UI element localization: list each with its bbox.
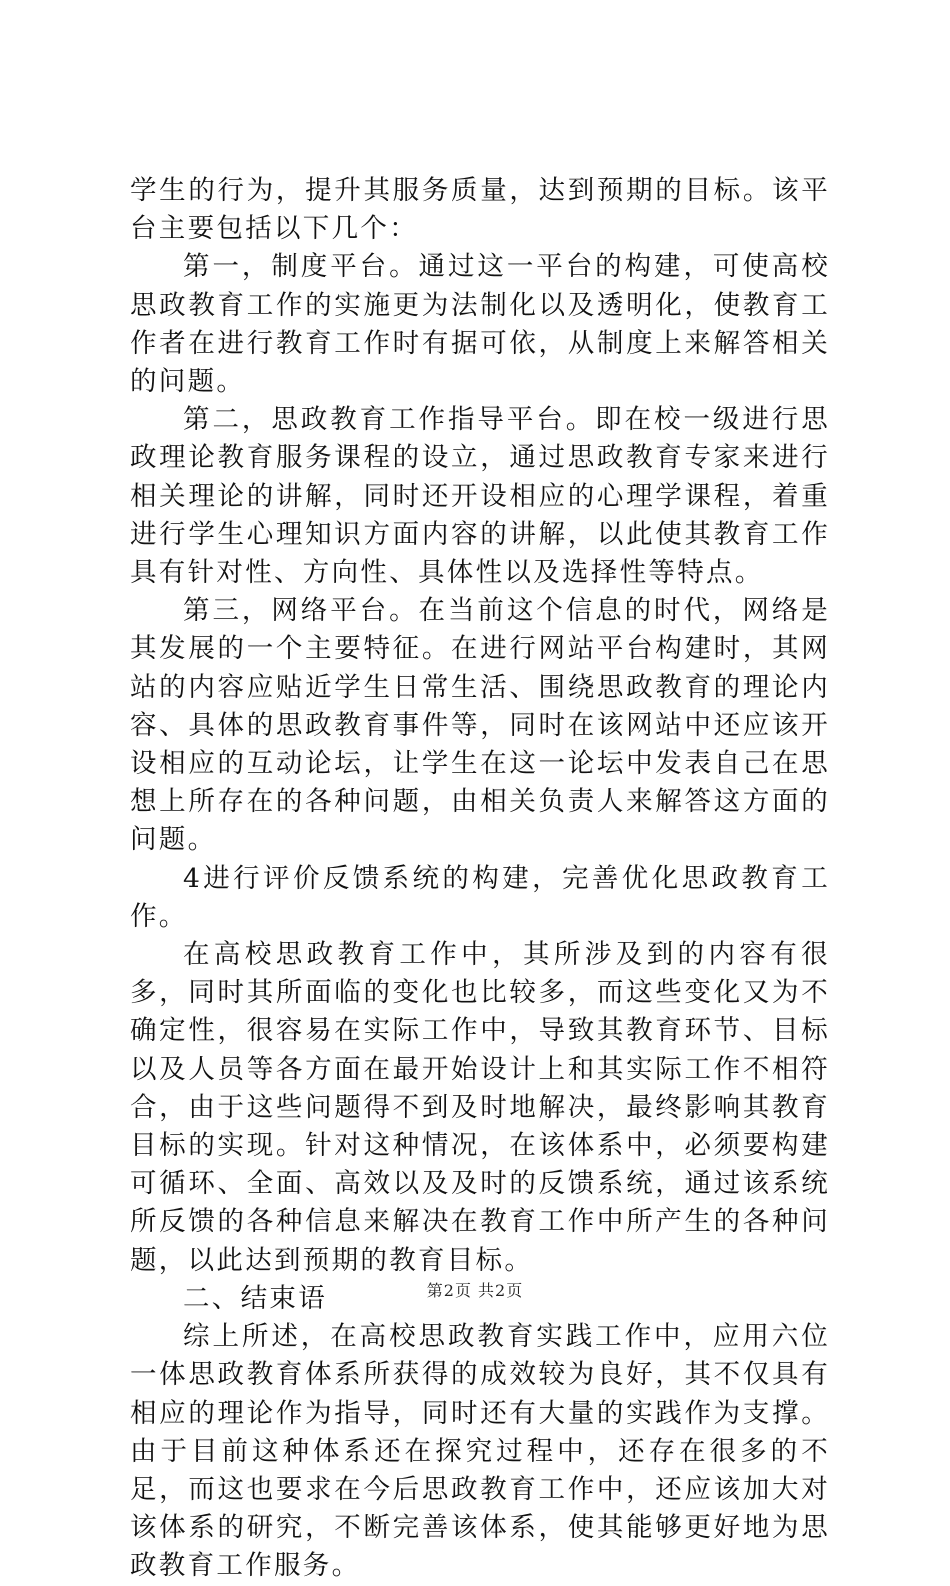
document-body: [130, 172, 830, 1586]
paragraph-conclusion: 综上所述，在高校思政教育实践工作中，应用六位一体思政教育体系所获得的成效较为良好，其不仅具有相应的理论作为指导，同时还有大量的实践作为支撑。由于目前这种体系还在探究过程中，还存在很多的不足，而这也要求在今后思政教育工作中，还应该加大对该体系的研究，不断完善该体系，使其能够更好地为思政教育工作服务。: [130, 1321, 830, 1582]
page-footer: 第2页 共2页: [426, 1281, 524, 1300]
section-heading-feedback-system: 4进行评价反馈系统的构建，完善优化思政教育工作。: [130, 862, 830, 932]
paragraph-continuation: 学生的行为，提升其服务质量，达到预期的目标。该平台主要包括以下几个：: [130, 175, 830, 245]
paragraph-network-platform: 第三，网络平台。在当前这个信息的时代，网络是其发展的一个主要特征。在进行网站平台构建时，其网站的内容应贴近学生日常生活、围绕思政教育的理论内容、具体的思政教育事件等，同时在该网站中还应该开设相应的互动论坛，让学生在这一论坛中发表自己在思想上所存在的各种问题，由相关负责人来解答这方面的问题。: [130, 595, 830, 856]
paragraph-feedback-system: 在高校思政教育工作中，其所涉及到的内容有很多，同时其所面临的变化也比较多，而这些变化又为不确定性，很容易在实际工作中，导致其教育环节、目标以及人员等各方面在最开始设计上和其实际工作不相符合，由于这些问题得不到及时地解决，最终影响其教育目标的实现。针对这种情况，在该体系中，必须要构建可循环、全面、高效以及及时的反馈系统，通过该系统所反馈的各种信息来解决在教育工作中所产生的各种问题，以此达到预期的教育目标。: [130, 939, 830, 1276]
paragraph-guidance-platform: 第二，思政教育工作指导平台。即在校一级进行思政理论教育服务课程的设立，通过思政教育专家来进行相关理论的讲解，同时还开设相应的心理学课程，着重进行学生心理知识方面内容的讲解，以此使其教育工作具有针对性、方向性、具体性以及选择性等特点。: [130, 404, 830, 589]
paragraph-institutional-platform: 第一，制度平台。通过这一平台的构建，可使高校思政教育工作的实施更为法制化以及透明化，使教育工作者在进行教育工作时有据可依，从制度上来解答相关的问题。: [130, 251, 830, 398]
section-heading-conclusion: 二、结束语: [183, 1282, 327, 1314]
